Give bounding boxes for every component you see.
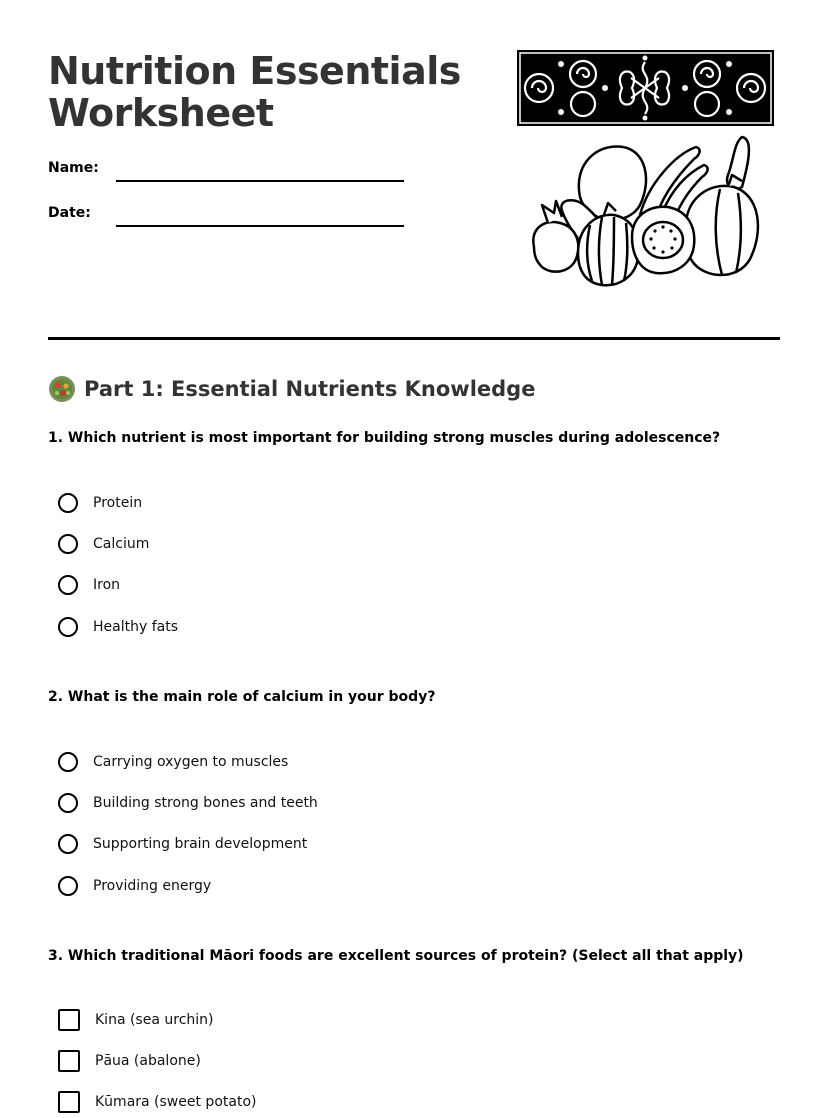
q1-option-calcium[interactable] [56, 531, 149, 557]
question-1: 1. Which nutrient is most important for building strong muscles during adolescence? [48, 430, 721, 446]
q2-option-energy[interactable] [56, 873, 211, 899]
radio-button[interactable] [58, 493, 78, 513]
worksheet-title [48, 50, 461, 134]
checkbox[interactable] [58, 1050, 80, 1072]
option-label: Healthy fats [93, 619, 178, 635]
q1-option-iron[interactable] [56, 572, 120, 598]
radio-button[interactable] [58, 617, 78, 637]
q1-option-healthy-fats[interactable] [56, 614, 178, 640]
radio-button[interactable] [58, 834, 78, 854]
title-line-1: Nutrition Essentials [48, 49, 461, 93]
option-label: Kūmara (sweet potato) [95, 1094, 257, 1110]
part-1-heading [48, 374, 535, 404]
option-label: Kina (sea urchin) [95, 1012, 214, 1028]
title-line-2: Worksheet [48, 91, 274, 135]
name-label: Name: [48, 160, 99, 176]
q2-option-brain[interactable] [56, 831, 307, 857]
radio-button[interactable] [58, 752, 78, 772]
date-label: Date: [48, 205, 91, 221]
fruit-vegetable-illustration [528, 135, 764, 290]
q2-option-oxygen[interactable] [56, 749, 288, 775]
q2-option-bones[interactable] [56, 790, 318, 816]
maori-pattern-banner [517, 50, 774, 126]
checkbox[interactable] [58, 1009, 80, 1031]
section-divider [48, 337, 780, 340]
radio-button[interactable] [58, 534, 78, 554]
option-label: Supporting brain development [93, 836, 308, 852]
option-label: Building strong bones and teeth [93, 795, 318, 811]
option-label: Protein [93, 495, 143, 511]
option-label: Pāua (abalone) [95, 1053, 201, 1069]
q3-option-kina[interactable] [56, 1007, 214, 1033]
question-3: 3. Which traditional Māori foods are excellent sources of protein? (Select all that apply) [48, 948, 744, 964]
option-label: Calcium [93, 536, 150, 552]
q1-option-protein[interactable] [56, 490, 142, 516]
radio-button[interactable] [58, 876, 78, 896]
radio-button[interactable] [58, 575, 78, 595]
q3-option-paua[interactable] [56, 1048, 201, 1074]
option-label: Carrying oxygen to muscles [93, 754, 289, 770]
salad-bowl-icon [48, 375, 76, 403]
question-2: 2. What is the main role of calcium in your body? [48, 689, 436, 705]
part-1-heading-text: Part 1: Essential Nutrients Knowledge [84, 377, 536, 401]
option-label: Iron [93, 577, 121, 593]
radio-button[interactable] [58, 793, 78, 813]
option-label: Providing energy [93, 878, 212, 894]
q3-option-kumara[interactable] [56, 1089, 256, 1115]
name-field[interactable] [116, 180, 404, 182]
checkbox[interactable] [58, 1091, 80, 1113]
date-field[interactable] [116, 225, 404, 227]
